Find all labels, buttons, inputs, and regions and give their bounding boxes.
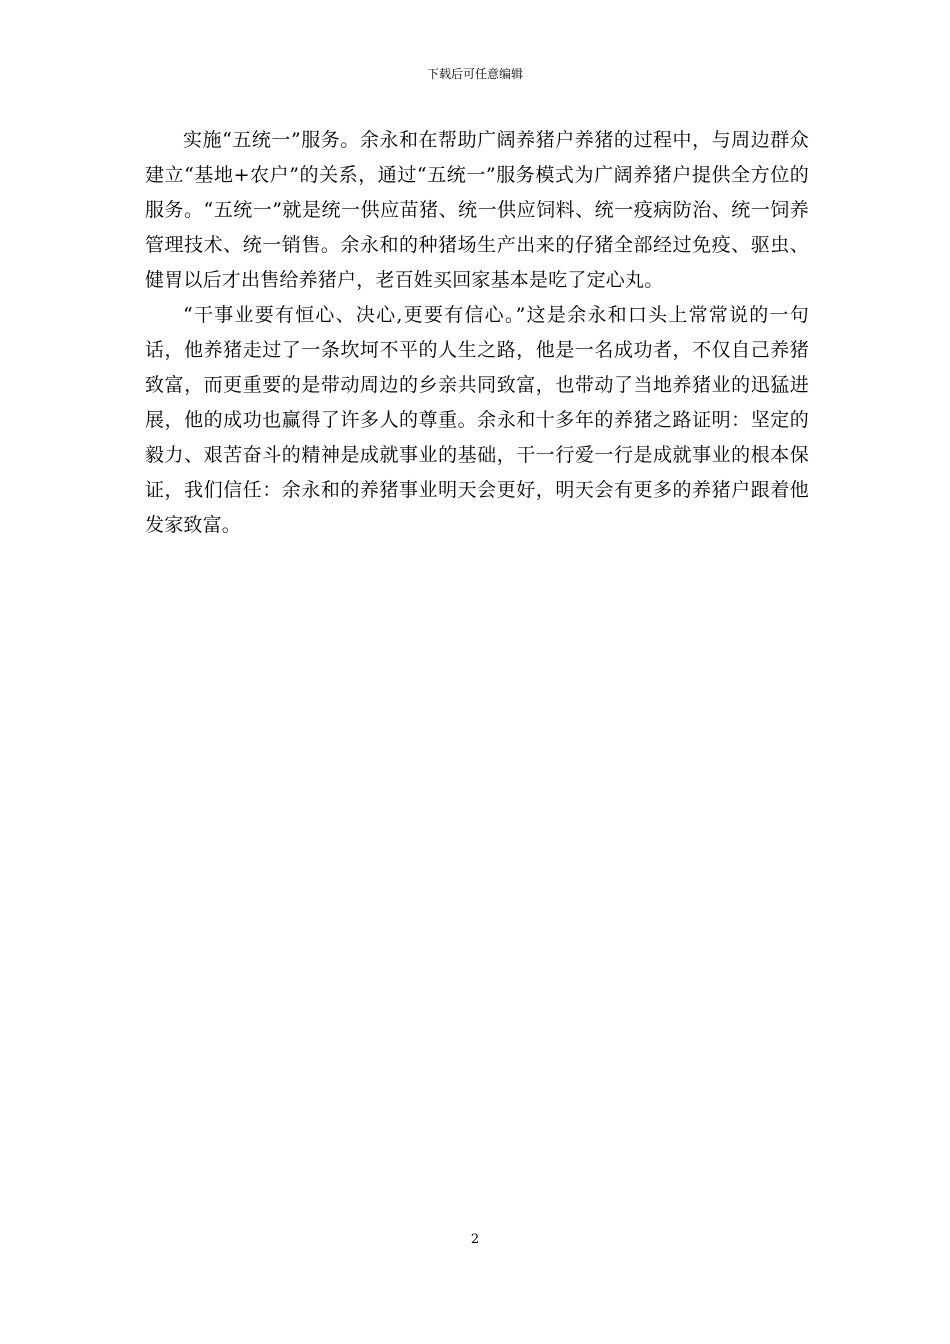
body-text <box>145 123 809 543</box>
paragraph-1: 实施“五统一”服务。余永和在帮助广阔养猪户养猪的过程中，与周边群众建立“基地+农户”的关系，通过“五统一”服务模式为广阔养猪户提供全方位的服务。“五统一”就是统一供应苗猪、统一供应饲料、统一疫病防治、统一饲养管理技术、统一销售。余永和的种猪场生产出来的仔猪全部经过免疫、驱虫、健胃以后才出售给养猪户，老百姓买回家基本是吃了定心丸。 <box>145 129 809 291</box>
page-header: 下载后可任意编辑 <box>426 67 523 81</box>
paragraph-2: “干事业要有恒心、决心,更要有信心。”这是余永和口头上常常说的一句话，他养猪走过了一条坎坷不平的人生之路，他是一名成功者，不仅自己养猪致富，而更重要的是带动周边的乡亲共同致富，也带动了当地养猪业的迅猛进展，他的成功也赢得了许多人的尊重。余永和十多年的养猪之路证明：坚定的毅力、艰苦奋斗的精神是成就事业的基础，干一行爱一行是成就事业的根本保证，我们信任：余永和的养猪事业明天会更好，明天会有更多的养猪户跟着他发家致富。 <box>145 304 809 536</box>
page-number: 2 <box>470 1232 480 1247</box>
